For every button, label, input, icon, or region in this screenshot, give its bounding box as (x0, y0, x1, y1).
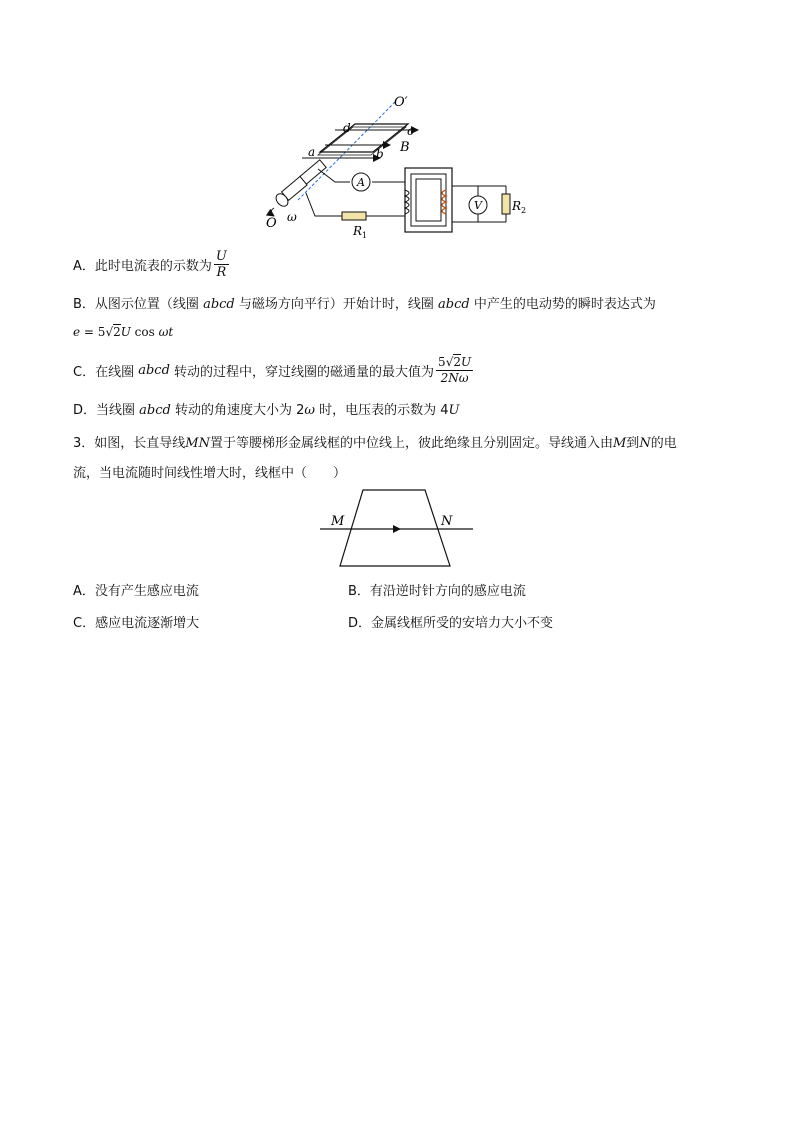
label-r2: $R_2$ (512, 199, 527, 215)
label-b: b (376, 147, 384, 161)
voltmeter-icon: V (474, 199, 482, 212)
q3-option-a: A．没有产生感应电流 (73, 584, 199, 599)
q3-option-d: D．金属线框所受的安培力大小不变 (348, 616, 554, 631)
label-m: M (331, 514, 345, 529)
label-r1: $R_1$ (353, 224, 368, 240)
label-d: d (343, 121, 351, 135)
q2-option-b-formula: e = 5√2U cos ωt (73, 325, 174, 339)
q2-option-c: C．在线圈 abcd 转动的过程中，穿过线圈的磁通量的最大值为 $\frac{5√2U}{2N\omega}$ (73, 355, 472, 385)
q3-option-b: B．有沿逆时针方向的感应电流 (348, 584, 526, 599)
fraction-u-over-r: $\frac{U}{R}$ (215, 249, 227, 280)
q3-option-c: C．感应电流逐渐增大 (73, 616, 200, 631)
q3-stem-line1: 3．如图，长直导线MN置于等腰梯形金属线框的中位线上，彼此绝缘且分别固定。导线通入由M到N的电 (73, 436, 677, 451)
q2-option-a: A．此时电流表的示数为 $\frac{U}{R}$ (73, 249, 227, 280)
label-o-prime: O′ (394, 95, 408, 110)
label-n: N (441, 514, 453, 529)
label-B: B (400, 140, 410, 155)
q2-option-b: B．从图示位置（线圈 abcd 与磁场方向平行）开始计时，线圈 abcd 中产生的电动势的瞬时表达式为 (73, 297, 656, 312)
sqrt-symbol: √ (105, 325, 114, 339)
ammeter-icon: A (357, 176, 365, 189)
label-c: c (407, 124, 414, 138)
label-a: a (308, 145, 316, 159)
q3-stem-line2: 流，当电流随时间线性增大时，线框中（ ） (73, 466, 347, 481)
label-o: O (266, 216, 277, 231)
fraction-flux-max: $\frac{5√2U}{2N\omega}$ (438, 355, 472, 385)
q2-option-d: D．当线圈 abcd 转动的角速度大小为 2ω 时，电压表的示数为 4U (73, 403, 460, 418)
generator-circuit-figure (260, 90, 530, 240)
label-omega: ω (287, 210, 297, 224)
trapezoid-wire-figure (315, 486, 480, 571)
